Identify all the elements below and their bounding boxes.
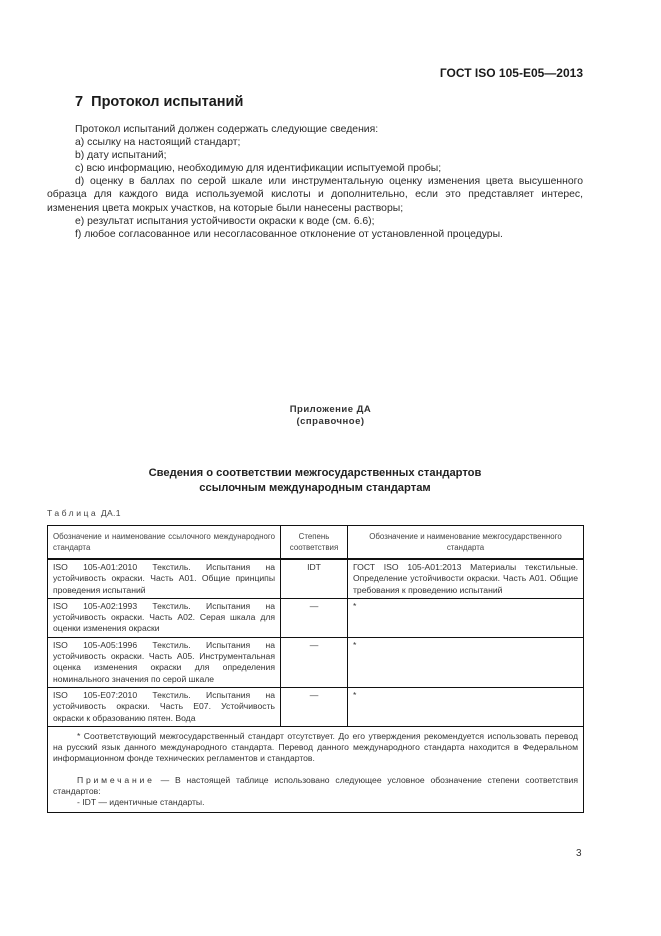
list-item-b: b) дату испытаний; xyxy=(75,150,167,162)
section-heading xyxy=(75,94,243,110)
cell-intl: ISO 105-A02:1993 Текстиль. Испытания на устойчивость окраски. Часть A02. Серая шкала для оценки изменения окраски xyxy=(48,598,281,637)
section-body xyxy=(47,123,583,241)
section-intro: Протокол испытаний должен содержать следующие сведения: xyxy=(75,124,379,135)
list-item-a: a) ссылку на настоящий стандарт; xyxy=(75,137,241,149)
list-item-c: c) всю информацию, необходимую для идентификации испытуемой пробы; xyxy=(75,163,442,175)
cell-interstate: * xyxy=(348,598,584,637)
appendix-type: (справочное) xyxy=(296,416,365,427)
table-row xyxy=(48,687,584,726)
appendix-heading xyxy=(0,404,661,428)
section-title: Протокол испытаний xyxy=(91,94,244,110)
table-row xyxy=(48,637,584,687)
header-intl-standard: Обозначение и наименование ссылочного международного стандарта xyxy=(48,526,281,560)
list-item-f: f) любое согласованное или несогласованное отклонение от установленной процедуры. xyxy=(75,228,503,240)
header-interstate-standard: Обозначение и наименование межгосударственного стандарта xyxy=(348,526,584,560)
cell-degree: IDT xyxy=(281,559,348,598)
table-caption: Таблица ДА.1 xyxy=(47,508,121,518)
table-row xyxy=(48,559,584,598)
table-footnote-cell xyxy=(48,726,584,812)
cell-degree: — xyxy=(281,687,348,726)
cell-intl: ISO 105-E07:2010 Текстиль. Испытания на устойчивость окраски. Часть E07. Устойчивость окраски к образованию пятен. Вода xyxy=(48,687,281,726)
table-row xyxy=(48,598,584,637)
section-number: 7 xyxy=(75,94,84,110)
table-header-row xyxy=(48,526,584,560)
cell-interstate: * xyxy=(348,637,584,687)
cell-degree: — xyxy=(281,637,348,687)
table-footnote-row xyxy=(48,726,584,812)
cell-interstate: ГОСТ ISO 105-A01:2013 Материалы текстильные. Определение устойчивости окраски. Часть A01. Общие требования к проведению испытаний xyxy=(348,559,584,598)
list-item-e: e) результат испытания устойчивости окраски к воде (см. 6.6); xyxy=(75,215,375,227)
appendix-label: Приложение ДА xyxy=(289,404,372,415)
note-item: - IDT — идентичные стандарты. xyxy=(77,797,205,808)
list-item-d: d) оценку в баллах по серой шкале или инструментальную оценку изменения цвета высушенного образца для каждого вида используемой кислоты и дополнительно, если это представляет интерес, изменения цвета мокрых участков, на которые были нанесены растворы; xyxy=(47,176,583,214)
cell-degree: — xyxy=(281,598,348,637)
footnote-text: * Соответствующий межгосударственный стандарт отсутствует. До его утверждения рекомендуется использовать перевод на русский язык данного международного стандарта. Перевод данного международного стандарта находится в Федеральном информационном фонде технических регламентов и стандартов. xyxy=(53,730,578,764)
cell-intl: ISO 105-A05:1996 Текстиль. Испытания на устойчивость окраски. Часть A05. Инструментальная оценка изменения окраски для определения номинального значения по серой шкале xyxy=(48,637,281,687)
cell-intl: ISO 105-A01:2010 Текстиль. Испытания на устойчивость окраски. Часть A01. Общие принципы проведения испытаний xyxy=(48,559,281,598)
cell-interstate: * xyxy=(348,687,584,726)
conformity-table xyxy=(47,525,584,813)
note-text: Примечание — В настоящей таблице использовано следующее условное обозначение степени соответствия стандартов: xyxy=(53,774,578,797)
appendix-title: Сведения о соответствии межгосударственных стандартов ссылочным международным стандартам xyxy=(148,467,482,494)
document-code-header: ГОСТ ISO 105-E05—2013 xyxy=(439,66,583,80)
header-degree: Степень соответствия xyxy=(281,526,348,560)
page-number: 3 xyxy=(576,848,582,859)
